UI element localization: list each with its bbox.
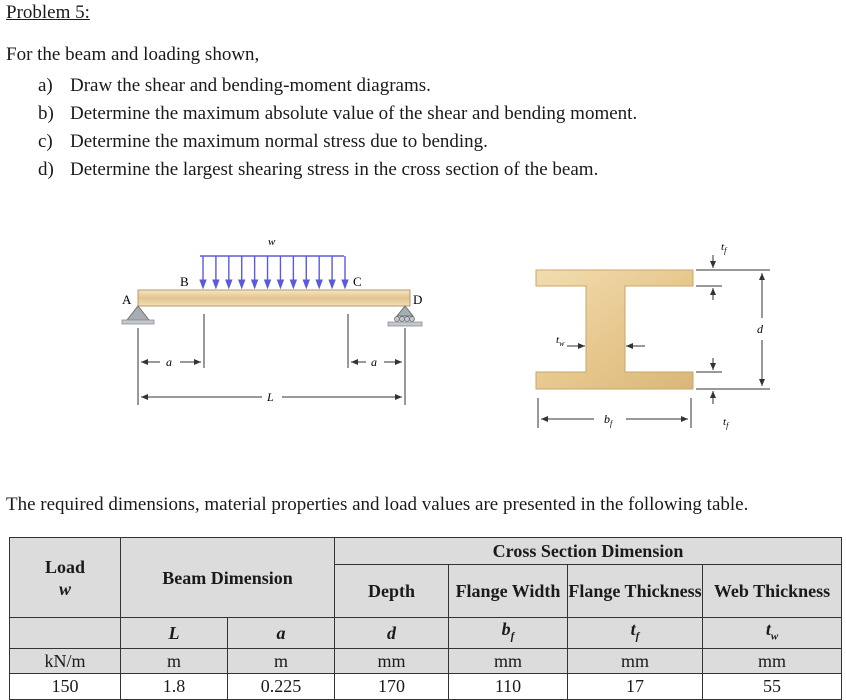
- header-beam-dimension: Beam Dimension: [121, 538, 335, 618]
- value-bf: 110: [449, 673, 568, 699]
- header-flange-width: Flange Width: [449, 565, 568, 618]
- point-c-label: C: [353, 274, 362, 289]
- value-tw: 55: [703, 673, 842, 699]
- symbol-tw: $t_w$: [703, 618, 842, 649]
- value-a: 0.225: [228, 673, 335, 699]
- task-label: b): [38, 103, 54, 124]
- roller-support-icon: [388, 306, 422, 326]
- value-d: 170: [335, 673, 449, 699]
- value-L: 1.8: [121, 673, 228, 699]
- symbol-a: a: [228, 618, 335, 649]
- pin-support-icon: [122, 306, 154, 324]
- task-label: d): [38, 159, 54, 180]
- task-text: Determine the maximum absolute value of the shear and bending moment.: [70, 103, 638, 124]
- value-tf: 17: [568, 673, 703, 699]
- load-arrow-head: [200, 280, 206, 288]
- load-arrow-head: [226, 280, 232, 288]
- problem-intro: For the beam and loading shown,: [6, 44, 260, 65]
- load-arrow-head: [252, 280, 258, 288]
- unit-tw: mm: [703, 648, 842, 673]
- dim-length-label: L: [267, 390, 274, 404]
- unit-L: m: [121, 648, 228, 673]
- point-b-label: B: [180, 274, 189, 289]
- symbol-L: L: [121, 618, 228, 649]
- symbol-tf: $t_f$: [568, 618, 703, 649]
- header-depth: Depth: [335, 565, 449, 618]
- load-arrow-head: [265, 280, 271, 288]
- symbol-d: d: [335, 618, 449, 649]
- load-arrow-head: [213, 280, 219, 288]
- task-text: Draw the shear and bending-moment diagrams.: [70, 75, 431, 96]
- tf-bottom-label: $t_f$: [723, 416, 729, 430]
- load-arrow-head: [303, 280, 309, 288]
- point-d-label: D: [413, 292, 423, 307]
- problem-title: Problem 5:: [6, 2, 90, 23]
- i-section-shape: [536, 270, 693, 389]
- bf-label: $b_f$: [604, 412, 613, 428]
- load-label: w: [268, 236, 276, 248]
- header-load-symbol: w: [58, 578, 71, 599]
- unit-a: m: [228, 648, 335, 673]
- load-arrow-head: [277, 280, 283, 288]
- task-label: a): [38, 75, 53, 96]
- table-note: The required dimensions, material properties and load values are presented in the following table.: [6, 494, 749, 515]
- d-label: d: [757, 322, 763, 336]
- task-text: Determine the maximum normal stress due to bending.: [70, 131, 488, 152]
- symbol-bf: $b_f$: [449, 618, 568, 649]
- task-label: c): [38, 131, 53, 152]
- tf-top-label: $t_f$: [721, 241, 727, 255]
- unit-tf: mm: [568, 648, 703, 673]
- header-load-label: Load: [44, 556, 86, 577]
- value-load: 150: [10, 673, 121, 699]
- properties-table: [9, 537, 842, 700]
- task-text: Determine the largest shearing stress in the cross section of the beam.: [70, 159, 599, 180]
- load-arrow-head: [239, 280, 245, 288]
- unit-d: mm: [335, 648, 449, 673]
- point-a-label: A: [122, 292, 132, 307]
- dim-a-right-label: a: [371, 355, 377, 369]
- dim-a-left-label: a: [166, 355, 172, 369]
- load-arrow-head: [316, 280, 322, 288]
- load-arrow-head: [342, 280, 348, 288]
- tw-label: $t_w$: [556, 334, 565, 348]
- header-web-thickness: Web Thickness: [703, 565, 842, 618]
- unit-load: kN/m: [10, 648, 121, 673]
- load-arrow-head: [329, 280, 335, 288]
- unit-bf: mm: [449, 648, 568, 673]
- distributed-load-arrows: [200, 256, 348, 288]
- header-cross-section: Cross Section Dimension: [335, 538, 842, 565]
- header-flange-thickness: Flange Thickness: [568, 565, 703, 618]
- load-arrow-head: [290, 280, 296, 288]
- symbol-empty: [10, 618, 121, 649]
- header-load: [10, 538, 121, 618]
- beam-body: [138, 290, 410, 306]
